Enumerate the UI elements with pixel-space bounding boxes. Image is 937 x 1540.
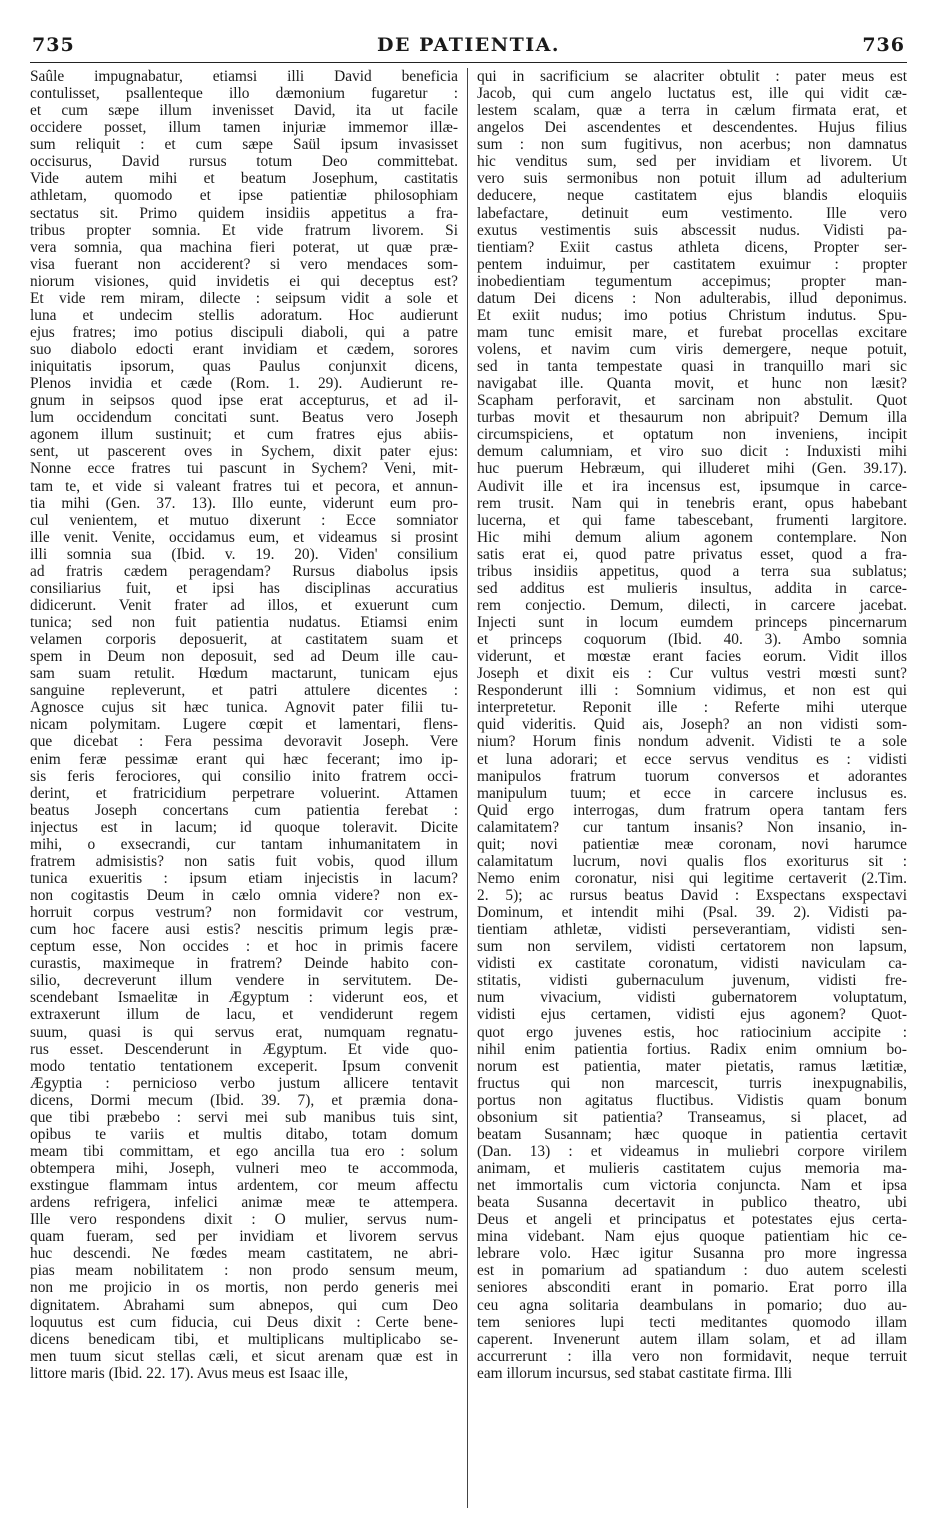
text-line: tribus insidiis appetitus, quod a terra sua sublatus; [477,562,907,580]
text-line: vero suis sermonibus non potuit illum ad adulterium [477,170,907,188]
text-line: meam tibi committam, et ego ancilla tua ero : solum [30,1142,458,1160]
text-line: rus esset. Descenderunt in Ægyptum. Et vide quo- [30,1040,458,1058]
text-line: enim feræ pessimæ erant qui hæc fecerant; imo ip- [30,750,458,768]
text-line: tientiam athletæ, vidisti perseverantiam, vidisti sen- [477,921,907,939]
text-line: seniores absconditi erant in pomario. Erat porro illa [477,1279,907,1297]
text-line: quam fueram, sed per invidiam et livorem servus [30,1228,458,1246]
text-line: dicens, Dormi mecum (Ibid. 39. 7), et præmia dona- [30,1091,458,1109]
text-line: didicerunt. Venit frater ad illos, et exuerunt cum [30,596,458,614]
text-line: eam illorum incursus, sed stabat castitate firma. Illi [477,1364,792,1382]
running-title: DE PATIENTIA. [377,34,560,56]
text-line: ille venit. Venite, occidamus eum, et videamus si prosint [30,528,458,546]
text-line: dignitatem. Abrahami sum abnepos, qui cum Deo [30,1296,458,1314]
text-line: sectatus sit. Primo quidem insidiis appetitus a fra- [30,204,458,222]
text-line: Deus et angeli et principatus et potestates ejus certa- [477,1211,907,1229]
text-line: mihi, o exsecrandi, cur tantam inhumanitatem in [30,835,458,853]
text-line: sam suam retulit. Hœdum mactarunt, tunicam ejus [30,665,458,683]
text-line: sanguine repleverunt, et patri attulere dicentes : [30,682,458,700]
text-line: exutus vestimentis suis abscessit nudus. Vidisti pa- [477,221,907,239]
text-line: gnum in seipsos quod ipse erat accepturus, et ad il- [30,392,458,410]
text-line: non me projicio in os mortis, non perdo generis mei [30,1279,458,1297]
text-line: sed additus est mulieris insultus, addita in carce- [477,579,907,597]
text-line: Nemo enim coronatur, nisi qui legitime certaverit (2.Tim. [477,869,907,887]
text-line: nicam polymitam. Lugere cœpit et lamentari, flens- [30,716,458,734]
text-line: Saûle impugnabatur, etiamsi illi David beneficia [30,68,458,85]
text-line: horruit corpus vestrum? non formidavit cor vestrum, [30,904,458,922]
text-line: quot ergo juvenes estis, hoc ratiocinium accipite : [477,1023,907,1041]
page-number-left: 735 [32,34,75,56]
text-line: ejus fratres; imo potius discipuli diaboli, qui a patre [30,323,458,341]
text-line: scendebant Ismaelitæ in Ægyptum : viderunt eos, et [30,989,458,1007]
left-text-column [30,68,458,1382]
text-line: calamitatum lucrum, novi qualis flos exoriturus sit : [477,852,907,870]
text-line: exstingue flammam intus ardentem, cor meum affectu [30,1177,458,1195]
text-line: opibus te variis et multis ditabo, totam domum [30,1125,458,1143]
right-text-column [477,68,907,1382]
text-line: net immortalis cum victoria conjuncta. Nam et ipsa [477,1177,907,1195]
text-line: huc descendi. Ne fœdes meam castitatem, ne abri- [30,1245,458,1263]
text-line: visa fuerant non acciderent? si vero mendaces som- [30,255,458,273]
text-line: Scapham perforavit, et sarcinam non abstulit. Quot [477,392,907,410]
text-line: lum occidendum concitati sunt. Beatus vero Joseph [30,409,458,427]
text-line: datum Dei dicens : Non adulterabis, illud deponimus. [477,289,907,307]
text-line: illi somnia sua (Ibid. v. 19. 20). Viden' consilium [30,545,458,563]
text-line: mina videbant. Nam ejus quoque patientiam hic ce- [477,1228,907,1246]
text-line: portus non agitatus fluctibus. Vidistis quam bonum [477,1091,907,1109]
text-line: spem in Deum non deposuit, sed ad Deum ille cau- [30,648,458,666]
text-line: extraxerunt illum de lacu, et vendiderunt regem [30,1006,458,1024]
text-line: modo tentatio tentationem exceperit. Ipsum convenit [30,1057,458,1075]
text-line: beatus Joseph concertans cum patientia ferebat : [30,801,458,819]
text-line: pias meam nobilitatem : non prodo sensum meum, [30,1262,458,1280]
text-line: sum reliquit : et cum sæpe Saül ipsum invasisset [30,136,458,154]
text-line: calamitatem? cur tantum insanis? Non insanio, in- [477,818,907,836]
text-line: silio, decreverunt illum vendere in servitutem. De- [30,972,458,990]
text-line: agonem illum sustinuit; et cum fratres ejus abiis- [30,426,458,444]
text-line: vera somnia, qua machina fieri poterat, ut quæ præ- [30,238,458,256]
running-header [30,30,907,63]
text-line: sum non servilem, vidisti certatorem non lapsum, [477,938,907,956]
page-number-right: 736 [862,34,905,56]
text-line: occisurus, David rursus totum Deo committebat. [30,153,458,171]
text-line: que dicebat : Fera pessima devoravit Joseph. Vere [30,733,458,751]
text-line: navigabat ille. Quanta movit, et hunc non læsit? [477,375,907,393]
text-line: huc puerum Hebræum, qui illuderet mihi (Gen. 39.17). [477,460,907,478]
text-line: Agnosce cujus sit hæc tunica. Agnovit pater filii tu- [30,699,458,717]
text-line: Vide autem mihi et beatum Josephum, castitatis [30,170,458,188]
text-line: luna et undecim stellis adoratum. Hoc audierunt [30,306,458,324]
text-line: lucerna, et qui fame tabescebant, frumenti largitore. [477,511,907,529]
text-line: satis erat ei, quod patre privatus esset, quod a fra- [477,545,907,563]
text-line: derint, et fratricidium perpetrare voluerint. Attamen [30,784,458,802]
text-line: manipulos fratrum tuorum conversos et adorantes [477,767,907,785]
text-line: tientiam? Exiit castus athleta dicens, Propter ser- [477,238,907,256]
text-line: cum hoc facere ausi estis? nescitis primum legis præ- [30,921,458,939]
text-line: demum calumniam, et viro suo dicit : Induxisti mihi [477,443,907,461]
text-line: Responderunt illi : Somnium vidimus, et non est qui [477,682,907,700]
text-line: injectus est in lacum; id quoque toleravit. Dicite [30,818,458,836]
text-line: athletam, quomodo et ipse patientiæ philosophiam [30,187,458,205]
text-line: et luna adorari; et ecce servus venditus es : vidisti [477,750,907,768]
text-line: tribus propter somnia. Et vide fratrum livorem. Si [30,221,458,239]
text-line: 2. 5); ac rursus beatus David : Exspectans exspectavi [477,887,907,904]
text-line: vidisti ejus certamen, vidisti ejus agonem? Quot- [477,1006,907,1024]
column-divider [467,68,468,1508]
text-line: num vivacium, vidisti gubernatorem voluptatum, [477,989,907,1007]
text-line: sum : non sum fugitivus, non acerbus; non damnatus [477,136,907,154]
text-line: Hic mihi demum alium agonem contemplare. Non [477,528,907,546]
text-line: ad fratris cædem peragendam? Rursus diabolus ipsis [30,562,458,580]
text-line: accurrerunt : illa vero non formidavit, neque terruit [477,1347,907,1365]
text-line: norum est patientia, mater pietatis, ramus lætitiæ, [477,1057,907,1075]
text-line: tia mihi (Gen. 37. 13). Illo eunte, viderunt eum pro- [30,494,458,512]
text-line: sent, ut pascerent oves in Sychem, dixit pater ejus: [30,443,458,461]
text-line: Et exiit nudus; imo potius Christum indutus. Spu- [477,306,907,324]
text-line: manipulum tuum; et ecce in carcere inclusus es. [477,784,907,802]
text-line: velamen corporis deposuerit, at castitatem suam et [30,631,458,649]
text-line: nihil enim patientia fortius. Radix enim omnium bo- [477,1040,907,1058]
text-line: occidere posset, illum tamen injuriæ immemor illæ- [30,119,458,137]
text-line: obsonium sit patientia? Transeamus, si placet, ad [477,1108,907,1126]
text-line: beata Susanna decertavit in publico theatro, ubi [477,1194,907,1212]
text-line: Plenos invidia et cæde (Rom. 1. 29). Audierunt re- [30,375,458,393]
text-line: caperent. Invenerunt autem illam solam, et ad illam [477,1330,907,1348]
text-line: angelos Dei ascendentes et descendentes. Hujus filius [477,119,907,137]
text-line: cul venientem, et mutuo dixerunt : Ecce somniator [30,511,458,529]
text-line: tem seniores lupi tecti meditantes quomodo illam [477,1313,907,1331]
text-line: obtempera mihi, Joseph, vulneri meo te accommoda, [30,1160,458,1177]
text-line: non cogitastis Deum in cælo omnia videre? non ex- [30,887,458,904]
text-line: suum, quasi is qui servus erat, numquam regnatu- [30,1023,458,1041]
text-line: quid videritis. Quid ais, Joseph? an non vidisti som- [477,716,907,734]
text-line: dicens benedicam tibi, et multiplicans multiplicabo se- [30,1330,458,1348]
text-line: deducere, neque castitatem ejus blandis eloquiis [477,187,907,205]
text-line: qui in sacrificium se alacriter obtulit : pater meus est [477,68,907,85]
text-line: volens, et navim cum viris demergere, neque potuit, [477,341,907,358]
text-line: vidisti ex castitate coronatum, vidisti naviculam ca- [477,955,907,973]
text-line: stitatis, vidisti gubernaculum juvenum, vidisti fre- [477,972,907,990]
text-line: Injecti sunt in locum eumdem princeps pincernarum [477,614,907,631]
text-line: Audivit ille et ira incensus est, ipsumque in carce- [477,477,907,495]
text-line: Nonne ecce fratres tui pascunt in Sychem? Veni, mit- [30,460,458,478]
text-line: (Dan. 13) : et videamus in muliebri corpore virilem [477,1142,907,1160]
text-line: iniquitatis ipsorum, quas Paulus conjunxit dicens, [30,358,458,376]
text-line: beatam Susannam; hæc quoque in patientia certavit [477,1125,907,1143]
text-line: lebrare volo. Hæc igitur Susanna pro more ingressa [477,1245,907,1263]
text-line: circumspiciens, et optatum non inveniens, incipit [477,426,907,444]
text-line: Ægyptia : pernicioso verbo justum allicere tentavit [30,1074,458,1092]
text-line: viderunt, et mœstæ erant facies eorum. Vidit illos [477,648,907,666]
text-line: Et vide rem miram, dilecte : seipsum vidit a sole et [30,289,458,307]
text-line: loquutus est cum fiducia, cui Deus dixit : Certe bene- [30,1313,458,1331]
text-line: Quid ergo interrogas, dum fratrum opera tantam fers [477,801,907,819]
text-line: animam, et mulieris castitatem cujus memoria ma- [477,1160,907,1177]
text-line: Jacob, qui cum angelo luctatus est, ille qui vidit cæ- [477,85,907,103]
text-line: suo diabolo edocti erant invidiam et cædem, sorores [30,341,458,358]
text-line: sed in tanta tempestate quasi in tranquillo mari sic [477,358,907,376]
text-line: Ille vero respondens dixit : O mulier, servus num- [30,1211,458,1229]
text-line: et cum sæpe illum invenisset David, ita ut facile [30,102,458,120]
text-line: inobedientiam tegumentum accepimus; propter man- [477,272,907,290]
text-line: mam tunc emisit mare, et furebat procellas excitare [477,323,907,341]
text-line: sis feris ferociores, qui consilio inito fratrem occi- [30,767,458,785]
text-line: et princeps coquorum (Ibid. 40. 3). Ambo somnia [477,631,907,649]
text-line: contulisset, psallenteque illo dæmonium fugaretur : [30,85,458,103]
text-line: men tuum sicut stellas cæli, et sicut arenam quæ est in [30,1347,458,1365]
text-line: curastis, maximeque in fratrem? Deinde habito con- [30,955,458,973]
text-line: hic venditus sum, sed per invidiam et livorem. Ut [477,153,907,171]
text-line: quit; novi patientiæ meæ coronam, novi harumce [477,835,907,853]
text-line: tam te, et vide si valeant fratres tui et pecora, et annun- [30,477,458,495]
text-line: ardens refrigera, infelici animæ meæ te attempera. [30,1194,458,1212]
text-line: est in pomarium ad spatiandum : duo autem scelesti [477,1262,907,1280]
text-line: pentem induimur, per castitatem exuimur : propter [477,255,907,273]
text-line: ceu agna solitaria deambulans in pomario; duo au- [477,1296,907,1314]
text-line: ceptum esse, Non occides : et hoc in primis facere [30,938,458,956]
text-line: labefactare, detinuit eum vestimento. Ille vero [477,204,907,222]
text-line: nium? Horum finis nondum advenit. Vidisti te a sole [477,733,907,751]
text-line: fructus qui non marcescit, turris inexpugnabilis, [477,1074,907,1092]
text-line: rem trusit. Nam qui in tenebris erant, opus habebant [477,494,907,512]
text-line: Dominum, et intendit mihi (Psal. 39. 2). Vidisti pa- [477,904,907,922]
text-line: turbas movit et thesaurum non abripuit? Demum illa [477,409,907,427]
text-line: consiliarius fuit, et ipsi has disciplinas accuratius [30,579,458,597]
text-line: que tibi præbebo : servi mei sub manibus tuis sint, [30,1108,458,1126]
text-line: tunica; sed non fuit patientia nudatus. Etiamsi enim [30,614,458,631]
text-line: interpretetur. Reponit ille : Referte mihi uterque [477,699,907,717]
text-line: rem conjectio. Demum, dilecti, in carcere jacebat. [477,596,907,614]
text-line: tunica exueritis : ipsum etiam injecistis in lacum? [30,869,458,887]
text-line: fratrem admisistis? non satis fuit vobis, quod illum [30,852,458,870]
text-line: lestem scalam, quæ a terra in cælum firmata erat, et [477,102,907,120]
text-line: niorum visiones, quid invidetis ei qui deceptus est? [30,272,458,290]
text-line: Joseph et dixit eis : Cur vultus vestri mœsti sunt? [477,665,907,683]
text-line: littore maris (Ibid. 22. 17). Avus meus est Isaac ille, [30,1364,349,1382]
